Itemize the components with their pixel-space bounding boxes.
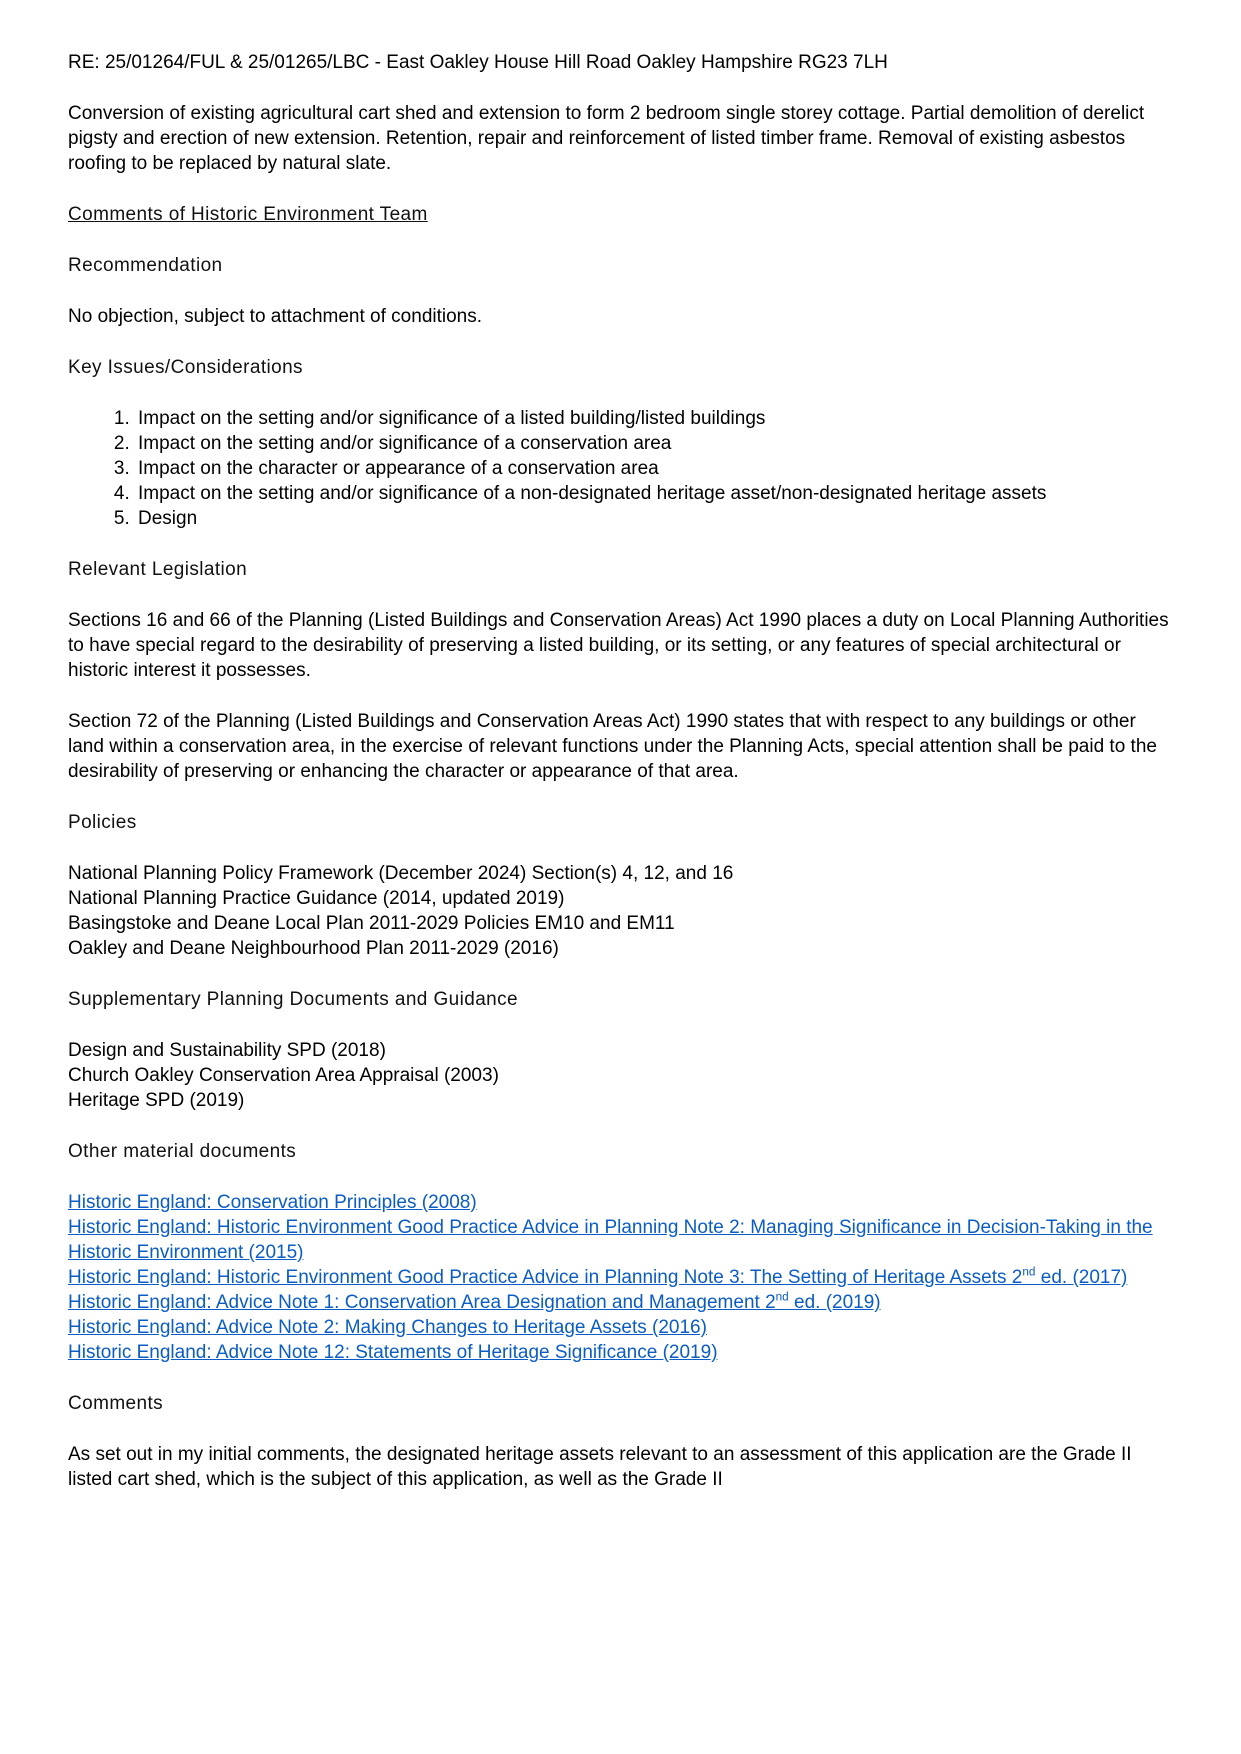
spd-line: Heritage SPD (2019) (68, 1090, 245, 1111)
list-item: 2. Impact on the setting and/or significance of a conservation area (135, 431, 1169, 456)
spd-heading: Supplementary Planning Documents and Guidance (68, 989, 518, 1010)
policy-line: National Planning Policy Framework (December 2024) Section(s) 4, 12, and 16 (68, 863, 734, 884)
policies-list (68, 861, 1169, 961)
list-item: 1. Impact on the setting and/or significance of a listed building/listed buildings (135, 406, 1169, 431)
doc-link[interactable] (68, 1217, 1153, 1263)
doc-link[interactable] (68, 1317, 707, 1338)
doc-link-line (68, 1265, 1169, 1290)
doc-link-line (68, 1190, 1169, 1215)
doc-link-line (68, 1340, 1169, 1365)
intro-paragraph: Conversion of existing agricultural cart shed and extension to form 2 bedroom single storey cottage. Partial demolition of derelict pigsty and erection of new extension. Retention, repair and reinforcement of listed timber frame. Removal of existing asbestos roofing to be replaced by natural slate. (68, 103, 1145, 174)
doc-link[interactable] (68, 1267, 1127, 1288)
key-issues-list (68, 406, 1169, 531)
link-text[interactable]: Historic England: Historic Environment Good Practice Advice in Planning Note 2: Managing Significance in Decision-Taking in the Historic Environment (2015) (68, 1217, 1153, 1263)
recommendation-heading: Recommendation (68, 255, 223, 276)
recommendation-text: No objection, subject to attachment of conditions. (68, 306, 483, 327)
legislation-heading: Relevant Legislation (68, 559, 248, 580)
key-issues-heading: Key Issues/Considerations (68, 357, 303, 378)
comments-heading: Comments (68, 1393, 164, 1414)
policy-line: Basingstoke and Deane Local Plan 2011-2029 Policies EM10 and EM11 (68, 913, 675, 934)
comments-paragraph: As set out in my initial comments, the designated heritage assets relevant to an assessment of this application are the Grade II listed cart shed, which is the subject of this application, as well as the Grade II (68, 1444, 1132, 1490)
other-docs-heading: Other material documents (68, 1141, 297, 1162)
doc-link-line (68, 1290, 1169, 1315)
legislation-paragraph: Section 72 of the Planning (Listed Buildings and Conservation Areas Act) 1990 states that with respect to any buildings or other land within a conservation area, in the exercise of relevant functions under the Planning Acts, special attention shall be paid to the desirability of preserving or enhancing the character or appearance of that area. (68, 711, 1157, 782)
link-text[interactable]: Historic England: Advice Note 1: Conservation Area Designation and Management 2 (68, 1292, 776, 1313)
policy-line: National Planning Practice Guidance (2014, updated 2019) (68, 888, 565, 909)
link-superscript[interactable]: nd (775, 1290, 789, 1304)
link-text[interactable]: ed. (2019) (788, 1292, 881, 1313)
link-text[interactable]: Historic England: Advice Note 2: Making Changes to Heritage Assets (2016) (68, 1317, 707, 1338)
link-text[interactable]: Historic England: Historic Environment Good Practice Advice in Planning Note 3: The Setting of Heritage Assets 2 (68, 1267, 1023, 1288)
legislation-paragraph: Sections 16 and 66 of the Planning (Listed Buildings and Conservation Areas) Act 1990 places a duty on Local Planning Authorities to have special regard to the desirability of preserving a listed building, or its setting, or any features of special architectural or historic interest it possesses. (68, 610, 1169, 681)
list-item: 4. Impact on the setting and/or significance of a non-designated heritage asset/non-designated heritage assets (135, 481, 1169, 506)
doc-link-line (68, 1215, 1169, 1265)
doc-link[interactable] (68, 1292, 881, 1313)
doc-title: RE: 25/01264/FUL & 25/01265/LBC - East Oakley House Hill Road Oakley Hampshire RG23 7LH (68, 52, 888, 73)
spd-line: Church Oakley Conservation Area Appraisal (2003) (68, 1065, 499, 1086)
spd-line: Design and Sustainability SPD (2018) (68, 1040, 386, 1061)
link-text[interactable]: Historic England: Conservation Principles (2008) (68, 1192, 477, 1213)
list-item: 3. Impact on the character or appearance of a conservation area (135, 456, 1169, 481)
policies-heading: Policies (68, 812, 137, 833)
link-text[interactable]: ed. (2017) (1035, 1267, 1128, 1288)
policy-line: Oakley and Deane Neighbourhood Plan 2011-2029 (2016) (68, 938, 559, 959)
doc-link-line (68, 1315, 1169, 1340)
doc-link[interactable] (68, 1192, 477, 1213)
list-item: 5. Design (135, 506, 1169, 531)
spd-list (68, 1038, 1169, 1113)
link-text[interactable]: Historic England: Advice Note 12: Statements of Heritage Significance (2019) (68, 1342, 718, 1363)
team-heading: Comments of Historic Environment Team (68, 204, 428, 225)
link-superscript[interactable]: nd (1022, 1265, 1036, 1279)
other-docs-links (68, 1190, 1169, 1365)
doc-link[interactable] (68, 1342, 718, 1363)
